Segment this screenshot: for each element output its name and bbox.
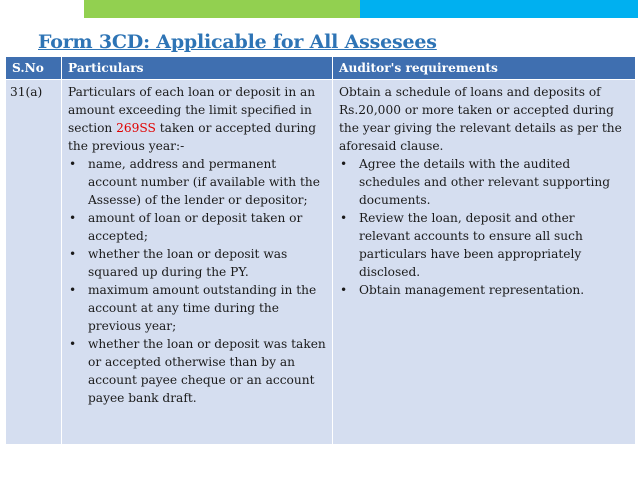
particulars-intro [68, 83, 326, 155]
particulars-intro-before: Particulars of each loan or deposit in an amount exceeding the limit specified in section [68, 85, 316, 135]
list-item: • amount of loan or deposit taken or accepted; [88, 209, 326, 245]
header-particulars: Particulars [62, 57, 333, 80]
cell-particulars [62, 80, 333, 445]
decor-bar-blue [360, 0, 638, 18]
form-3cd-table [5, 56, 636, 445]
cell-sno: 31(a) [6, 80, 62, 445]
particulars-intro-after: taken or accepted during the previous year:- [68, 121, 317, 153]
decor-bar-green [84, 0, 360, 18]
list-item: • name, address and permanent account number (if available with the Assesse) of the lender or depositor; [88, 155, 326, 209]
particulars-list [68, 155, 326, 407]
list-item: • Agree the details with the audited schedules and other relevant supporting documents. [359, 155, 629, 209]
list-item: • maximum amount outstanding in the account at any time during the previous year; [88, 281, 326, 335]
table-row [6, 80, 636, 445]
list-item: • whether the loan or deposit was squared up during the PY. [88, 245, 326, 281]
header-row [6, 57, 636, 80]
slide-title: Form 3CD: Applicable for All Assesees [38, 31, 437, 53]
list-item: • whether the loan or deposit was taken or accepted otherwise than by an account payee cheque or an account payee bank draft. [88, 335, 326, 407]
header-auditor-requirements: Auditor's requirements [333, 57, 636, 80]
list-item: • Review the loan, deposit and other relevant accounts to ensure all such particulars have been appropriately disclosed. [359, 209, 629, 281]
cell-requirements [333, 80, 636, 445]
header-sno: S.No [6, 57, 62, 80]
requirements-intro: Obtain a schedule of loans and deposits of Rs.20,000 or more taken or accepted during the year giving the relevant details as per the aforesaid clause. [339, 85, 622, 153]
list-item: • Obtain management representation. [359, 281, 629, 299]
section-ref: 269SS [116, 121, 156, 135]
requirements-list [339, 155, 629, 299]
